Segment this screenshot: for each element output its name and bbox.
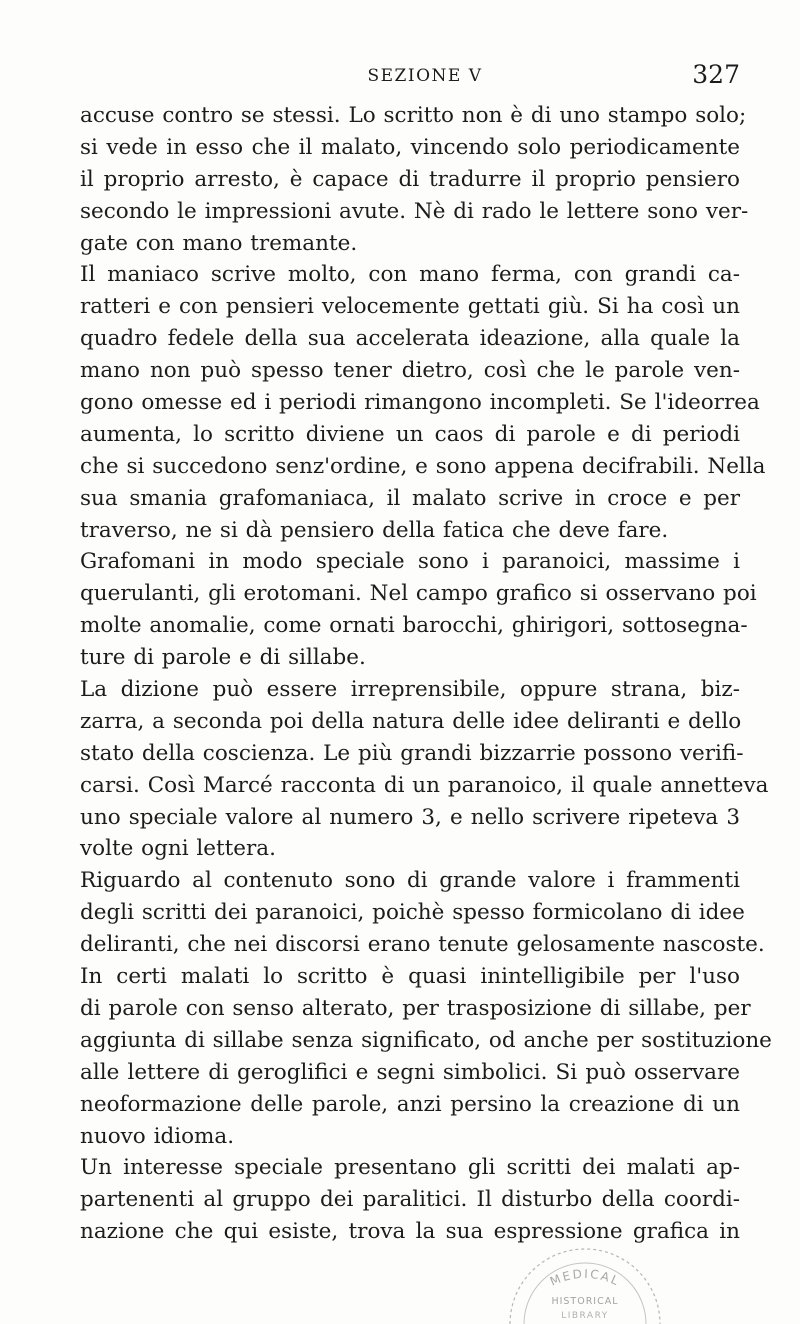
text-line: stato della coscienza. Le più grandi bizzarrie possono verifi- bbox=[80, 740, 744, 766]
body-text bbox=[80, 100, 772, 1248]
page-header bbox=[80, 60, 740, 92]
text-line: deliranti, che nei discorsi erano tenute gelosamente nascoste. bbox=[80, 932, 765, 958]
text-line: quadro fedele della sua accelerata ideazione, alla quale la bbox=[80, 326, 740, 352]
stamp-arc-text bbox=[548, 1267, 622, 1289]
text-line: molte anomalie, come ornati barocchi, ghirigori, sottosegna- bbox=[80, 613, 748, 639]
text-line: secondo le impressioni avute. Nè di rado le lettere sono ver- bbox=[80, 198, 749, 224]
text-line: partenenti al gruppo dei paralitici. Il disturbo della coordi- bbox=[80, 1187, 740, 1213]
text-line: sua smania grafomaniaca, il malato scrive in croce e per bbox=[80, 485, 740, 511]
text-line: Grafomani in modo speciale sono i paranoici, massime i bbox=[80, 549, 740, 575]
text-line: In certi malati lo scritto è quasi inintelligibile per l'uso bbox=[80, 964, 740, 990]
text-line: aumenta, lo scritto diviene un caos di parole e di periodi bbox=[80, 421, 740, 447]
stamp-middle-text: HISTORICAL bbox=[551, 1296, 619, 1307]
stamp-top-text: MEDICAL bbox=[547, 1266, 623, 1289]
text-line: querulanti, gli erotomani. Nel campo grafico si osservano poi bbox=[80, 581, 757, 607]
text-line: si vede in esso che il malato, vincendo solo periodicamente bbox=[80, 134, 740, 160]
text-line: neoformazione delle parole, anzi persino la creazione di un bbox=[80, 1091, 740, 1117]
text-line: accuse contro se stessi. Lo scritto non è di uno stampo solo; bbox=[80, 103, 747, 128]
text-line: che si succedono senz'ordine, e sono appena decifrabili. Nella bbox=[80, 453, 766, 479]
text-line: La dizione può essere irreprensibile, oppure strana, biz- bbox=[80, 677, 740, 703]
text-line: di parole con senso alterato, per trasposizione di sillabe, per bbox=[80, 995, 751, 1021]
text-line: gate con mano tremante. bbox=[80, 230, 358, 256]
text-line: zarra, a seconda poi della natura delle idee deliranti e dello bbox=[80, 708, 742, 734]
text-line: aggiunta di sillabe senza significato, od anche per sostituzione bbox=[80, 1027, 772, 1053]
page-number: 327 bbox=[692, 60, 740, 89]
text-line: ratteri e con pensieri velocemente gettati giù. Si ha così un bbox=[80, 294, 740, 320]
text-line: degli scritti dei paranoici, poichè spesso formicolano di idee bbox=[80, 900, 745, 926]
text-line: il proprio arresto, è capace di tradurre il proprio pensiero bbox=[80, 166, 740, 192]
stamp-bottom-text: LIBRARY bbox=[561, 1311, 609, 1321]
running-title: SEZIONE V bbox=[367, 66, 483, 86]
library-stamp bbox=[490, 1230, 680, 1324]
text-line: nuovo idioma. bbox=[80, 1123, 235, 1149]
text-line: mano non può spesso tener dietro, così che le parole ven- bbox=[80, 358, 740, 384]
text-line: volte ogni lettera. bbox=[80, 836, 276, 862]
text-line: Il maniaco scrive molto, con mano ferma, con grandi ca- bbox=[80, 262, 740, 288]
text-line: gono omesse ed i periodi rimangono incompleti. Se l'ideorrea bbox=[80, 390, 760, 416]
text-line: nazione che qui esiste, trova la sua espressione grafica in bbox=[80, 1219, 740, 1245]
text-line: Un interesse speciale presentano gli scritti dei malati ap- bbox=[80, 1155, 740, 1181]
text-line: Riguardo al contenuto sono di grande valore i frammenti bbox=[80, 868, 740, 894]
text-line: alle lettere di geroglifici e segni simbolici. Si può osservare bbox=[80, 1059, 740, 1085]
text-line: uno speciale valore al numero 3, e nello scrivere ripeteva 3 bbox=[80, 804, 740, 830]
text-line: ture di parole e di sillabe. bbox=[80, 645, 366, 671]
text-line: carsi. Così Marcé racconta di un paranoico, il quale annetteva bbox=[80, 772, 769, 798]
text-line: traverso, ne si dà pensiero della fatica che deve fare. bbox=[80, 517, 669, 543]
